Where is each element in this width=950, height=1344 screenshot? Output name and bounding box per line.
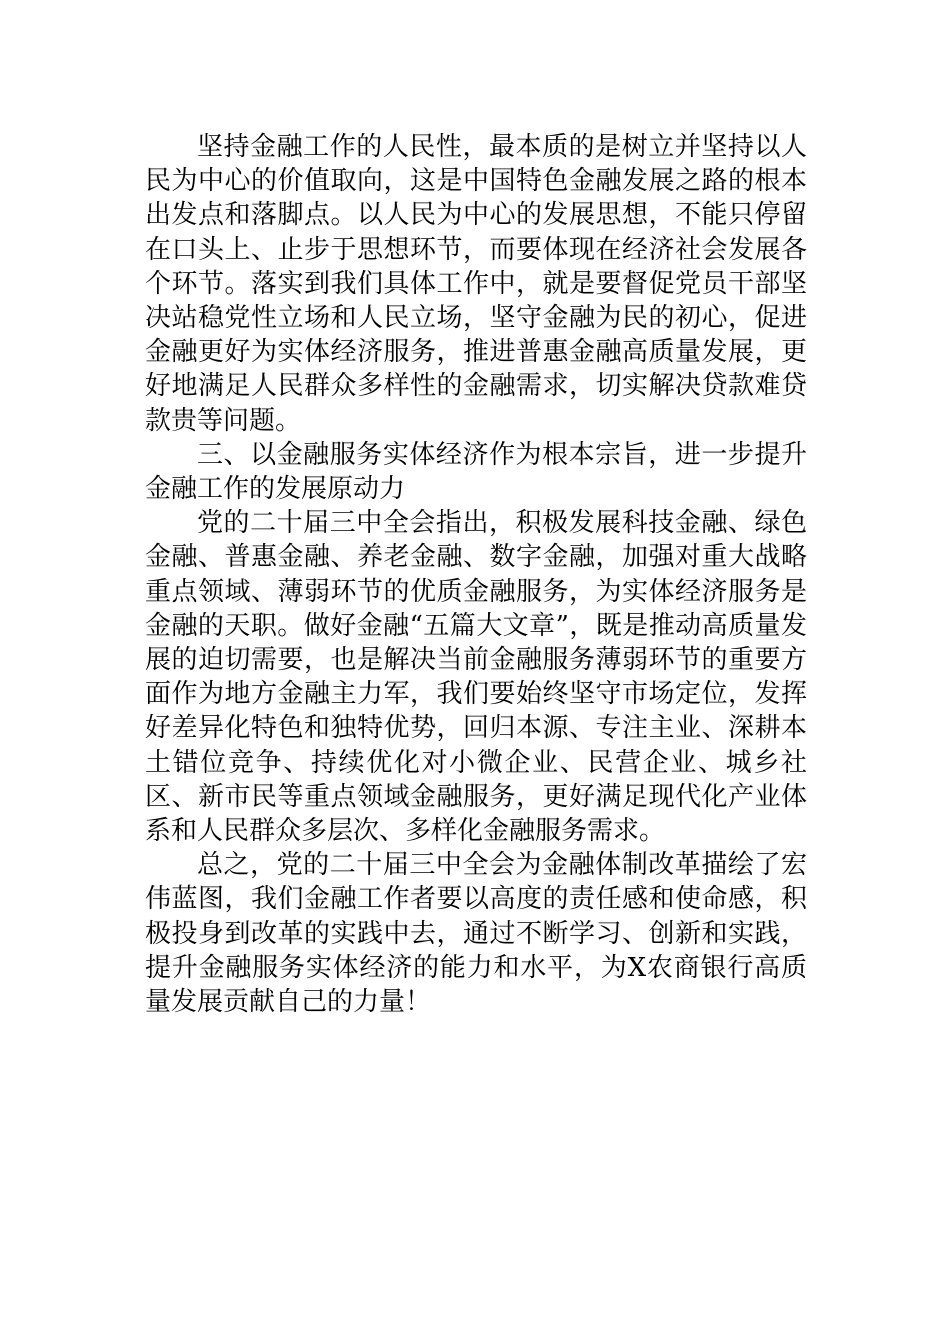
section-heading-3: 三、以金融服务实体经济作为根本宗旨，进一步提升金融工作的发展原动力 xyxy=(145,439,807,505)
document-page xyxy=(145,130,807,1019)
paragraph-real-economy: 党的二十届三中全会指出，积极发展科技金融、绿色金融、普惠金融、养老金融、数字金融，加强对重大战略重点领域、薄弱环节的优质金融服务，为实体经济服务是金融的天职。做好金融“五篇大文章”，既是推动高质量发展的迫切需要，也是解决当前金融服务薄弱环节的重要方面作为地方金融主力军，我们要始终坚守市场定位，发挥好差异化特色和独特优势，回归本源、专注主业、深耕本土错位竞争、持续优化对小微企业、民营企业、城乡社区、新市民等重点领域金融服务，更好满足现代化产业体系和人民群众多层次、多样化金融服务需求。 xyxy=(145,508,807,847)
paragraph-people-oriented: 坚持金融工作的人民性，最本质的是树立并坚持以人民为中心的价值取向，这是中国特色金融发展之路的根本出发点和落脚点。以人民为中心的发展思想，不能只停留在口头上、止步于思想环节，而要体现在经济社会发展各个环节。落实到我们具体工作中，就是要督促党员干部坚决站稳党性立场和人民立场，坚守金融为民的初心，促进金融更好为实体经济服务，推进普惠金融高质量发展，更好地满足人民群众多样性的金融需求，切实解决贷款难贷款贵等问题。 xyxy=(145,132,807,436)
paragraph-conclusion: 总之，党的二十届三中全会为金融体制改革描绘了宏伟蓝图，我们金融工作者要以高度的责任感和使命感，积极投身到改革的实践中去，通过不断学习、创新和实践，提升金融服务实体经济的能力和水平，为X农商银行高质量发展贡献自己的力量！ xyxy=(145,850,807,1018)
